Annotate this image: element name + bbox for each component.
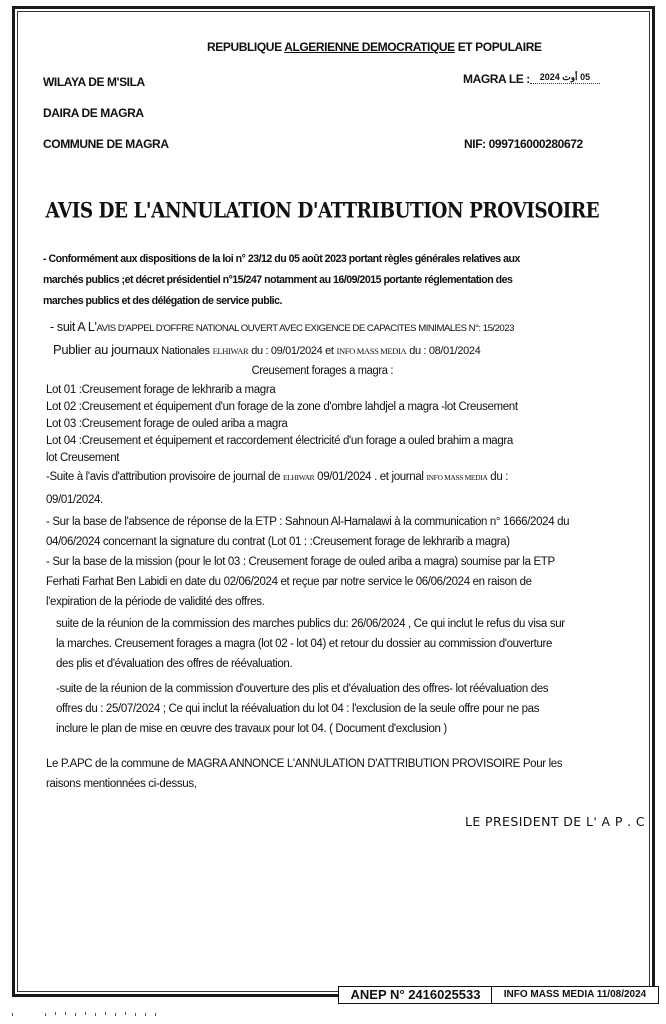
date-line [463, 72, 600, 86]
scan-speck [12, 1013, 13, 1016]
suite-attribution-line-1 [46, 471, 508, 483]
mission-line-1: - Sur la base de la mission (pour le lot 03 : Creusement forage de ouled ariba a magra) soumise par la ETP [46, 556, 555, 568]
reunion1-line-3: des plis et d'évaluation des offres de réévaluation. [56, 658, 293, 670]
commune-label: COMMUNE DE MAGRA [43, 137, 169, 151]
reunion2-line-1: -suite de la réunion de la commission d'ouverture des plis et d'évaluation des offres- lot réévaluation des [56, 683, 549, 695]
journal-elhiwar: ELHIWAR [283, 473, 315, 482]
journal-info-mass-media: INFO MASS MEDIA [426, 473, 488, 482]
suit-line [50, 320, 514, 334]
project-heading: Creusement forages a magra : [251, 365, 394, 377]
scan-speck [55, 1012, 56, 1015]
reunion1-line-2: la marches. Creusement forages a magra (lot 02 - lot 04) et retour du dossier au commission d'ouverture [56, 638, 553, 650]
scan-speck [145, 1013, 146, 1016]
lot-item: lot Creusement [46, 452, 120, 464]
publier-nationales: Nationales [161, 345, 210, 357]
scan-speck [125, 1012, 126, 1015]
wilaya-label: WILAYA DE M'SILA [43, 75, 145, 89]
daira-label: DAIRA DE MAGRA [43, 106, 144, 120]
anep-number-box: ANEP N° 2416025533 [338, 986, 493, 1004]
publier-date1: du : 09/01/2024 et [251, 345, 334, 357]
scan-speck [135, 1013, 136, 1016]
page-title: AVIS DE L'ANNULATION D'ATTRIBUTION PROVISOIRE [45, 198, 600, 224]
publier-line [53, 342, 480, 357]
suit-body: AVIS D'APPEL D'OFFRE NATIONAL OUVERT AVEC EXIGENCE DE CAPACITES MINIMALES N°: 15/2023 [96, 323, 514, 334]
signature-president: LE PRESIDENT DE L' A P . C [465, 814, 646, 829]
scan-speck [105, 1012, 106, 1015]
media-date-box: INFO MASS MEDIA 11/08/2024 [491, 986, 659, 1004]
announce-line-1: Le P.APC de la commune de MAGRA ANNONCE L'ANNULATION D'ATTRIBUTION PROVISOIRE Pour les [46, 758, 563, 770]
scan-speck [75, 1013, 76, 1016]
scan-speck [115, 1013, 116, 1016]
republic-header [207, 40, 542, 54]
intro-line-3: marches publics et des délégation de service public. [43, 295, 282, 307]
republic-part2: ALGERIENNE DEMOCRATIQUE [284, 40, 455, 54]
scan-speck [45, 1013, 46, 1016]
announce-line-2: raisons mentionnées ci-dessus, [46, 778, 197, 790]
publier-date2: du : 08/01/2024 [409, 345, 481, 357]
republic-part1: REPUBLIQUE [207, 40, 285, 54]
lot-item: Lot 01 :Creusement forage de lekhrarib a magra [46, 384, 276, 396]
suit-prefix: - suit A L' [50, 320, 97, 334]
scan-speck [95, 1013, 96, 1016]
suite-attribution-a: -Suite à l'avis d'attribution provisoire de journal de [46, 471, 281, 483]
date-label: MAGRA LE : [463, 72, 530, 86]
absence-line-1: - Sur la base de l'absence de réponse de la ETP : Sahnoun Al-Hamalawi à la communication n° 1666/2024 du [46, 516, 570, 528]
intro-line-2: marchés publics ;et décret présidentiel n°15/247 notamment au 16/09/2015 portante réglementation des [43, 274, 513, 286]
publier-lead: Publier au journaux [53, 342, 159, 357]
intro-line-1: - Conformément aux dispositions de la loi n° 23/12 du 05 août 2023 portant règles générales relatives aux [43, 253, 520, 265]
scan-speck [85, 1012, 86, 1015]
nif-label: NIF: 099716000280672 [464, 137, 583, 151]
lot-item: Lot 03 :Creusement forage de ouled ariba a magra [46, 418, 288, 430]
reunion1-line-1: suite de la réunion de la commission des marches publics du: 26/06/2024 , Ce qui inclut le refus du visa sur [56, 618, 565, 630]
suite-attribution-c: du : [487, 471, 509, 483]
lot-item: Lot 02 :Creusement et équipement d'un forage de la zone d'ombre lahdjel a magra -lot Creusement [46, 401, 518, 413]
document-border-inner [17, 11, 650, 992]
mission-line-3: l'expiration de la période de validité des offres. [46, 596, 265, 608]
scan-speck [155, 1013, 156, 1016]
reunion2-line-3: inclure le plan de mise en œuvre des travaux pour lot 04. ( Document d'exclusion ) [56, 723, 447, 735]
suite-attribution-line-2: 09/01/2024. [46, 494, 103, 506]
reunion2-line-2: offres du : 25/07/2024 ; Ce qui inclut la réévaluation du lot 04 : l'exclusion de la seule offre pour ne pas [56, 703, 540, 715]
journal-elhiwar: ELHIWAR [212, 346, 249, 356]
lot-item: Lot 04 :Creusement et équipement et raccordement électricité d'un forage a ouled brahim a magra [46, 435, 513, 447]
absence-line-2: 04/06/2024 concernant la signature du contrat (Lot 01 : :Creusement forage de lekhrarib a magra) [46, 536, 510, 548]
mission-line-2: Ferhati Farhat Ben Labidi en date du 02/06/2024 et reçue par notre service le 06/06/2024 en raison de [46, 576, 532, 588]
suite-attribution-b: 09/01/2024 . et journal [314, 471, 424, 483]
date-value: 05 أوت 2024 [530, 72, 600, 84]
republic-part3: ET POPULAIRE [454, 40, 542, 54]
scan-speck [65, 1012, 66, 1015]
journal-info-mass-media: INFO MASS MEDIA [336, 346, 407, 356]
